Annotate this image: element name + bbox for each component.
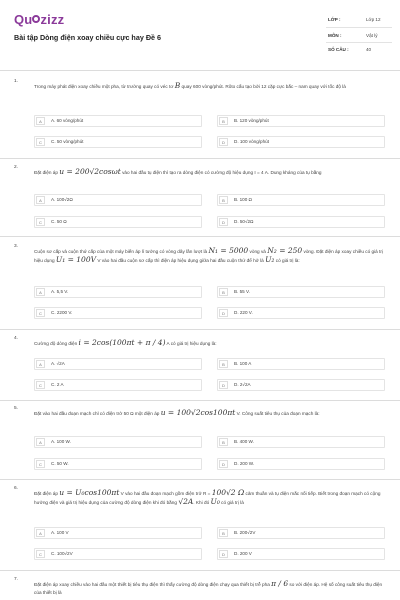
voltage-formula: u = 200√2cosωt (59, 167, 121, 176)
voltage-symbol: U₀ (210, 497, 220, 506)
question-divider (0, 329, 400, 330)
voltage-formula: u = 100√2cos100πt (160, 408, 236, 417)
question-text: Trong máy phát điện xoay chiều một pha, từ trường quay có véc tơ B quay 600 vòng/phút. Rôto cấu tạo bởi 12 cặp cực bắc – nam quay với tốc độ là (34, 81, 346, 90)
option-text: C. 50 W. (51, 461, 69, 466)
option-a[interactable] (34, 286, 202, 298)
option-text: A. √2A (51, 361, 65, 366)
quizizz-logo: Qu zizz (14, 12, 65, 27)
question-number: 2. (14, 165, 19, 170)
option-text: C. 100√2V (51, 551, 73, 556)
question-number: 6. (14, 486, 19, 491)
question-text: Đặt điện áp u = 200√2cosωt vào hai đầu tụ điện thì tạo ra dòng điện có cường độ hiệu dụng I = 4 A. Dung kháng của tụ bằng (34, 167, 322, 176)
option-c[interactable] (34, 458, 202, 470)
option-a[interactable] (34, 115, 202, 127)
meta-divider (326, 42, 392, 43)
option-text: B. 120 vòng/phút (234, 118, 269, 123)
option-letter: A (36, 117, 45, 125)
current-value: √2A (178, 497, 194, 506)
option-d[interactable] (217, 458, 385, 470)
option-b[interactable] (217, 194, 385, 206)
header-divider (0, 70, 400, 71)
option-a[interactable] (34, 527, 202, 539)
question-divider (0, 570, 400, 571)
question-number: 4. (14, 336, 19, 341)
option-letter: D (219, 550, 228, 558)
option-letter: C (36, 381, 45, 389)
meta-count-label: SỐ CÂU : (328, 47, 349, 52)
option-letter: A (36, 438, 45, 446)
question-number: 3. (14, 244, 19, 249)
option-c[interactable] (34, 548, 202, 560)
voltage-symbol: U₂ (265, 255, 275, 264)
option-text: B. 55 V. (234, 289, 250, 294)
option-d[interactable] (217, 548, 385, 560)
option-letter: B (219, 117, 228, 125)
worksheet-title: Bài tập Dòng điện xoay chiều cực hay Đề 6 (14, 33, 161, 42)
option-a[interactable] (34, 194, 202, 206)
option-c[interactable] (34, 379, 202, 391)
option-c[interactable] (34, 136, 202, 148)
option-b[interactable] (217, 286, 385, 298)
option-text: C. 2 A (51, 382, 64, 387)
option-letter: A (36, 529, 45, 537)
question-text: Cường độ dòng điện i = 2cos(100πt + π / 4) A có giá trị hiệu dụng là: (34, 338, 217, 347)
resistance-formula: 100√2 Ω (211, 488, 245, 497)
option-letter: C (36, 460, 45, 468)
option-text: D. 2√2A (234, 382, 251, 387)
option-b[interactable] (217, 358, 385, 370)
option-letter: D (219, 309, 228, 317)
option-d[interactable] (217, 136, 385, 148)
option-text: A. 60 vòng/phút (51, 118, 84, 123)
vector-formula: B (174, 81, 181, 90)
question-divider (0, 479, 400, 480)
option-b[interactable] (217, 527, 385, 539)
option-text: D. 220 V. (234, 310, 253, 315)
option-text: C. 2200 V. (51, 310, 73, 315)
question-text: Đặt điện áp xoay chiều vào hai đầu một thiết bị tiêu thụ điện thì thấy cường độ dòng điện chạy qua thiết bị trễ pha π / 6 so với điện áp. Hệ số công suất tiêu thụ điện của thiết bị là (34, 579, 383, 595)
question-text: Đặt vào hai đầu đoạn mạch chỉ có điện trở 50 Ω một điện áp u = 100√2cos100πt V. Công suất tiêu thụ của đoạn mạch là: (34, 408, 320, 417)
option-letter: C (36, 218, 45, 226)
option-text: C. 50 vòng/phút (51, 139, 84, 144)
question-text: Đặt điện áp u = U₀cos100πt V vào hai đầu đoạn mạch gồm điện trở R = 100√2 Ω cảm thuần và tụ điện mắc nối tiếp. Biết trong đoạn mạch có cộng hưởng điện và giá trị hiệu dụng của cường độ dòng điện khi đó bằng √2A. Khi đó U₀ có giá trị là (34, 488, 381, 506)
meta-class-value: Lớp 12 (366, 17, 381, 22)
option-text: D. 200 W. (234, 461, 255, 466)
meta-class-label: LỚP : (328, 17, 341, 22)
meta-subject-label: MÔN : (328, 33, 342, 38)
option-text: A. 100 W. (51, 439, 71, 444)
question-number: 1. (14, 79, 19, 84)
option-letter: A (36, 196, 45, 204)
option-text: A. 5,5 V. (51, 289, 69, 294)
option-letter: D (219, 381, 228, 389)
option-letter: D (219, 138, 228, 146)
option-text: B. 400 W. (234, 439, 254, 444)
option-d[interactable] (217, 216, 385, 228)
option-text: D. 100 vòng/phút (234, 139, 269, 144)
option-text: A. 100√2Ω (51, 197, 73, 202)
option-letter: C (36, 550, 45, 558)
option-letter: B (219, 196, 228, 204)
option-text: D. 200 V (234, 551, 252, 556)
option-letter: A (36, 360, 45, 368)
question-divider (0, 158, 400, 159)
option-c[interactable] (34, 307, 202, 319)
option-c[interactable] (34, 216, 202, 228)
option-a[interactable] (34, 436, 202, 448)
option-letter: C (36, 138, 45, 146)
voltage-formula: U₁ = 100V (55, 255, 97, 264)
meta-count-value: 40 (366, 47, 372, 52)
option-letter: B (219, 288, 228, 296)
phase-formula: π / 6 (271, 579, 289, 588)
turns-formula-1: N₁ = 5000 (208, 246, 249, 255)
option-d[interactable] (217, 307, 385, 319)
option-text: A. 100 V (51, 530, 69, 535)
option-text: B. 200√2V (234, 530, 256, 535)
question-divider (0, 236, 400, 237)
worksheet-header (0, 0, 400, 70)
meta-subject-value: Vật lý (366, 33, 378, 38)
option-text: B. 100 A (234, 361, 252, 366)
option-letter: A (36, 288, 45, 296)
option-b[interactable] (217, 436, 385, 448)
current-formula: i = 2cos(100πt + π / 4) (78, 338, 166, 347)
option-a[interactable] (34, 358, 202, 370)
meta-divider (326, 27, 392, 28)
option-d[interactable] (217, 379, 385, 391)
option-letter: D (219, 218, 228, 226)
question-text: Cuộn sơ cấp và cuộn thứ cấp của một máy biến áp lí tưởng có vòng dây lần lượt là N₁ = 5000 vòng và N₂ = 250 vòng. Đặt điện áp xoay chiều có giá trị hiệu dụng U₁ = 100V V vào hai đầu cuộn sơ cấp thì điện áp hiệu dụng giữa hai đầu cuộn thứ để hở là U₂ có giá trị là: (34, 246, 383, 264)
option-letter: C (36, 309, 45, 317)
question-number: 7. (14, 577, 19, 582)
option-text: B. 100 Ω (234, 197, 252, 202)
option-letter: B (219, 529, 228, 537)
turns-formula-2: N₂ = 250 (267, 246, 303, 255)
question-divider (0, 400, 400, 401)
option-text: D. 50√2Ω (234, 219, 254, 224)
option-letter: D (219, 460, 228, 468)
option-text: C. 50 Ω (51, 219, 67, 224)
voltage-formula: u = U₀cos100πt (59, 488, 120, 497)
question-number: 5. (14, 406, 19, 411)
option-letter: B (219, 438, 228, 446)
option-letter: B (219, 360, 228, 368)
option-b[interactable] (217, 115, 385, 127)
